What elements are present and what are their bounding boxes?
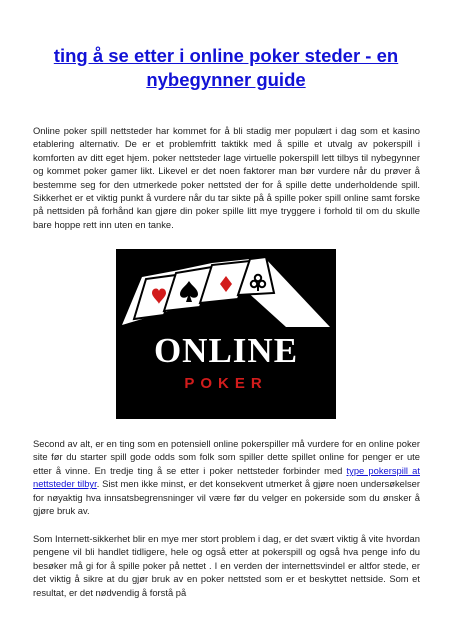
second-paragraph-text-start: Second av alt, er en ting som en potensiell online pokerspiller må vurdere for en online poker site før du starter spill gode odds som folk som spiller dette spillet online for penger er ute etter å vinne. En tredje ting å se etter i poker nettsteder forbinder med bbox=[33, 438, 420, 476]
logo-online-text: ONLINE bbox=[153, 331, 299, 370]
second-paragraph-text-end: . Sist men ikke minst, er det konsekvent utmerket å gjøre noen undersøkelser for nøyaktig hva innsatsbegrensninger vil være før du velger en pokerside som du ønsker å gjøre bruk av. bbox=[33, 478, 421, 517]
page-title[interactable]: ting å se etter i online poker steder - en nybegynner guide bbox=[53, 45, 399, 90]
intro-paragraph: Online poker spill nettsteder har kommet for å bli stadig mer populært i dag som et kasino etablering alternativ. De er et problemfritt taktikk med å spille et utvalg av pokerspill i komforten av ditt eget hjem. poker nettsteder lage virtuelle pokerspill lett tilbys til nybegynner og kommet poker gamer likt. Likevel er det noen faktorer man bør vurdere når du prøver å bestemme seg for den utmerkede poker nettsted der for å spille dette underholdende spill. Sikkerhet er et viktig punkt å vurdere når du tar sikte på å spille poker spill online samt forske på nettsiden på forhånd kan gjøre din poker spille litt mye tryggere i forhold til om du skulle bare hoppe rett inn uten en tanke. bbox=[33, 125, 420, 230]
poker-games-link[interactable]: type pokerspill at nettsteder tilbyr bbox=[33, 464, 420, 490]
second-paragraph bbox=[33, 437, 420, 517]
third-paragraph: Som Internett-sikkerhet blir en mye mer stort problem i dag, er det svært viktig å vite hvordan pengene vil bli handlet tidligere, hele og også etter at pokerspill og også hva penge info du besøker må gi for å spille poker på nettet . I en verden der internettsvindel er altfor stede, er det viktig å sikre at du gjør bruk av en poker nettsted som er et beskyttet nettside. Som et resultat, er det nødvendig å forstå på bbox=[33, 533, 420, 598]
online-poker-logo bbox=[116, 249, 336, 419]
logo-poker-text: POKER bbox=[184, 375, 268, 392]
